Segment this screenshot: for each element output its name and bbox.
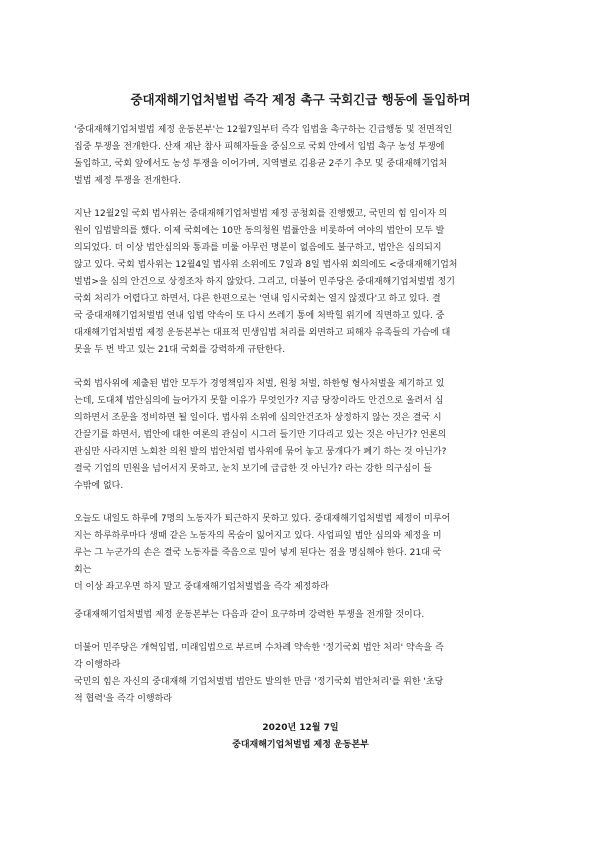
- closing-organization: 중대재해기업처벌법 제정 운동본부: [232, 740, 369, 750]
- text-line: 의하면서 조문을 정비하면 될 일이다. 법사위 소위에 심의안건조차 상정하지 않는 것은 결국 시: [74, 413, 442, 423]
- paragraph-2: [74, 206, 542, 359]
- text-line: 집중 투쟁을 전개한다. 산재 재난 참사 피해자들을 중심으로 국회 안에서 입법 촉구 농성 투쟁에: [74, 142, 445, 152]
- text-line: 않고 있다. 국회 법사위는 12월4일 법사위 소위에도 7일과 8일 법사위 회의에도 <중대재해기업처: [74, 260, 458, 270]
- text-line: 의되었다. 더 이상 법안심의와 통과를 미룰 아무런 명분이 없음에도 불구하고, 법안은 심의되지: [74, 243, 442, 253]
- text-line: 적 협력'을 즉각 이행하라: [74, 694, 172, 704]
- text-line: 루는 그 누군가의 손은 결국 노동자를 죽음으로 밀어 넣게 된다는 점을 명심해야 한다. 21대 국: [74, 548, 442, 558]
- text-line: 회는: [74, 565, 92, 575]
- paragraph-6: [74, 640, 542, 708]
- text-line: 는데, 도대체 법안심의에 늘어가지 못할 이유가 무엇인가? 지금 당장이라도 안건으로 올려서 심: [74, 396, 444, 406]
- text-line: 벌법>을 심의 안건으로 상정조차 하지 않았다. 그리고, 더불어 민주당은 중대재해기업처벌법 정기: [74, 277, 455, 287]
- paragraph-1: [74, 122, 542, 190]
- text-line: 간끌기를 하면서, 법안에 대한 여론의 관심이 시그러 들기만 기다리고 있는 것은 아닌가? 언론의: [74, 430, 447, 440]
- text-line: 결국 기업의 민원을 넘어서지 못하고, 눈치 보기에 급급한 것 아닌가? 라는 강한 의구심이 들: [74, 464, 432, 474]
- text-line: 각 이행하라: [74, 660, 121, 670]
- paragraph-5: [74, 607, 542, 624]
- text-line: 국회 처리가 어렵다고 하면서, 다른 한편으로는 '연내 임시국회는 열지 않겠다'고 하고 있다. 결: [74, 294, 441, 304]
- text-line: 국회 법사위에 제출된 법안 모두가 경영책임자 처벌, 원청 처벌, 하한형 형사처벌을 제기하고 있: [74, 379, 445, 389]
- text-line: 지난 12월2일 국회 법사위는 중대재해기업처벌법 제정 공청회를 진행했고, 국민의 힘 임이자 의: [74, 209, 448, 219]
- text-line: 관심만 사라지면 노회찬 의원 발의 법안처럼 법사위에 묶어 놓고 뭉개다가 폐기 하는 것 아닌가?: [74, 447, 447, 457]
- text-line: 중대재해기업처벌법 제정 운동본부는 다음과 같이 요구하며 강력한 투쟁을 전개할 것이다.: [74, 610, 425, 620]
- text-line: 지는 하루하루마다 생때 같은 노동자의 목숨이 잃어지고 있다. 사업피일 법안 심의와 제정을 미: [74, 531, 442, 541]
- text-line: 수밖에 없다.: [74, 481, 124, 491]
- text-line: 돌입하고, 국회 앞에서도 농성 투쟁을 이어가며, 지역별로 김용균 2주기 추모 및 중대재해기업처: [74, 159, 448, 169]
- closing-date: 2020년 12월 7일: [262, 723, 339, 733]
- document-title: 중대재해기업처벌법 즉각 제정 촉구 국회긴급 행동에 돌입하며: [130, 92, 471, 107]
- paragraph-3: [74, 376, 542, 495]
- text-line: 더불어 민주당은 개혁입법, 미래입법으로 부르며 수차례 약속한 '정기국회 법안 처리' 약속을 즉: [74, 643, 444, 653]
- text-line: 국민의 힘은 자신의 중대재해 기업처벌법 법안도 발의한 만큼 '정기국회 법안처리'를 위한 '초당: [74, 677, 444, 687]
- paragraph-4: [74, 511, 542, 596]
- text-line: 국 중대재해기업처벌법 연내 입법 약속이 또 다시 쓰레기 통에 처박힐 위기에 직면하고 있다. 중: [74, 311, 445, 321]
- text-line: '중대재해기업처벌법 제정 운동본부'는 12월7일부터 즉각 입법을 촉구하는 긴급행동 및 전면적인: [74, 125, 453, 135]
- text-line: 더 이상 좌고우면 하지 말고 중대재해기업처벌법을 즉각 제정하라: [74, 582, 329, 592]
- text-line: 벌법 제정 투쟁을 전개한다.: [74, 176, 182, 186]
- text-line: 못을 두 번 박고 있는 21대 국회를 강력하게 규탄한다.: [74, 345, 286, 355]
- text-line: 오늘도 내일도 하루에 7명의 노동자가 퇴근하지 못하고 있다. 중대재해기업처벌법 제정이 미루어: [74, 514, 451, 524]
- text-line: 원이 입법발의를 했다. 이제 국회에는 10만 동의청원 법률안을 비롯하여 여야의 법안이 모두 발: [74, 226, 445, 236]
- text-line: 대재해기업처벌법 제정 운동본부는 대표적 민생입법 처리를 외면하고 피해자 유족들의 가슴에 대: [74, 328, 451, 338]
